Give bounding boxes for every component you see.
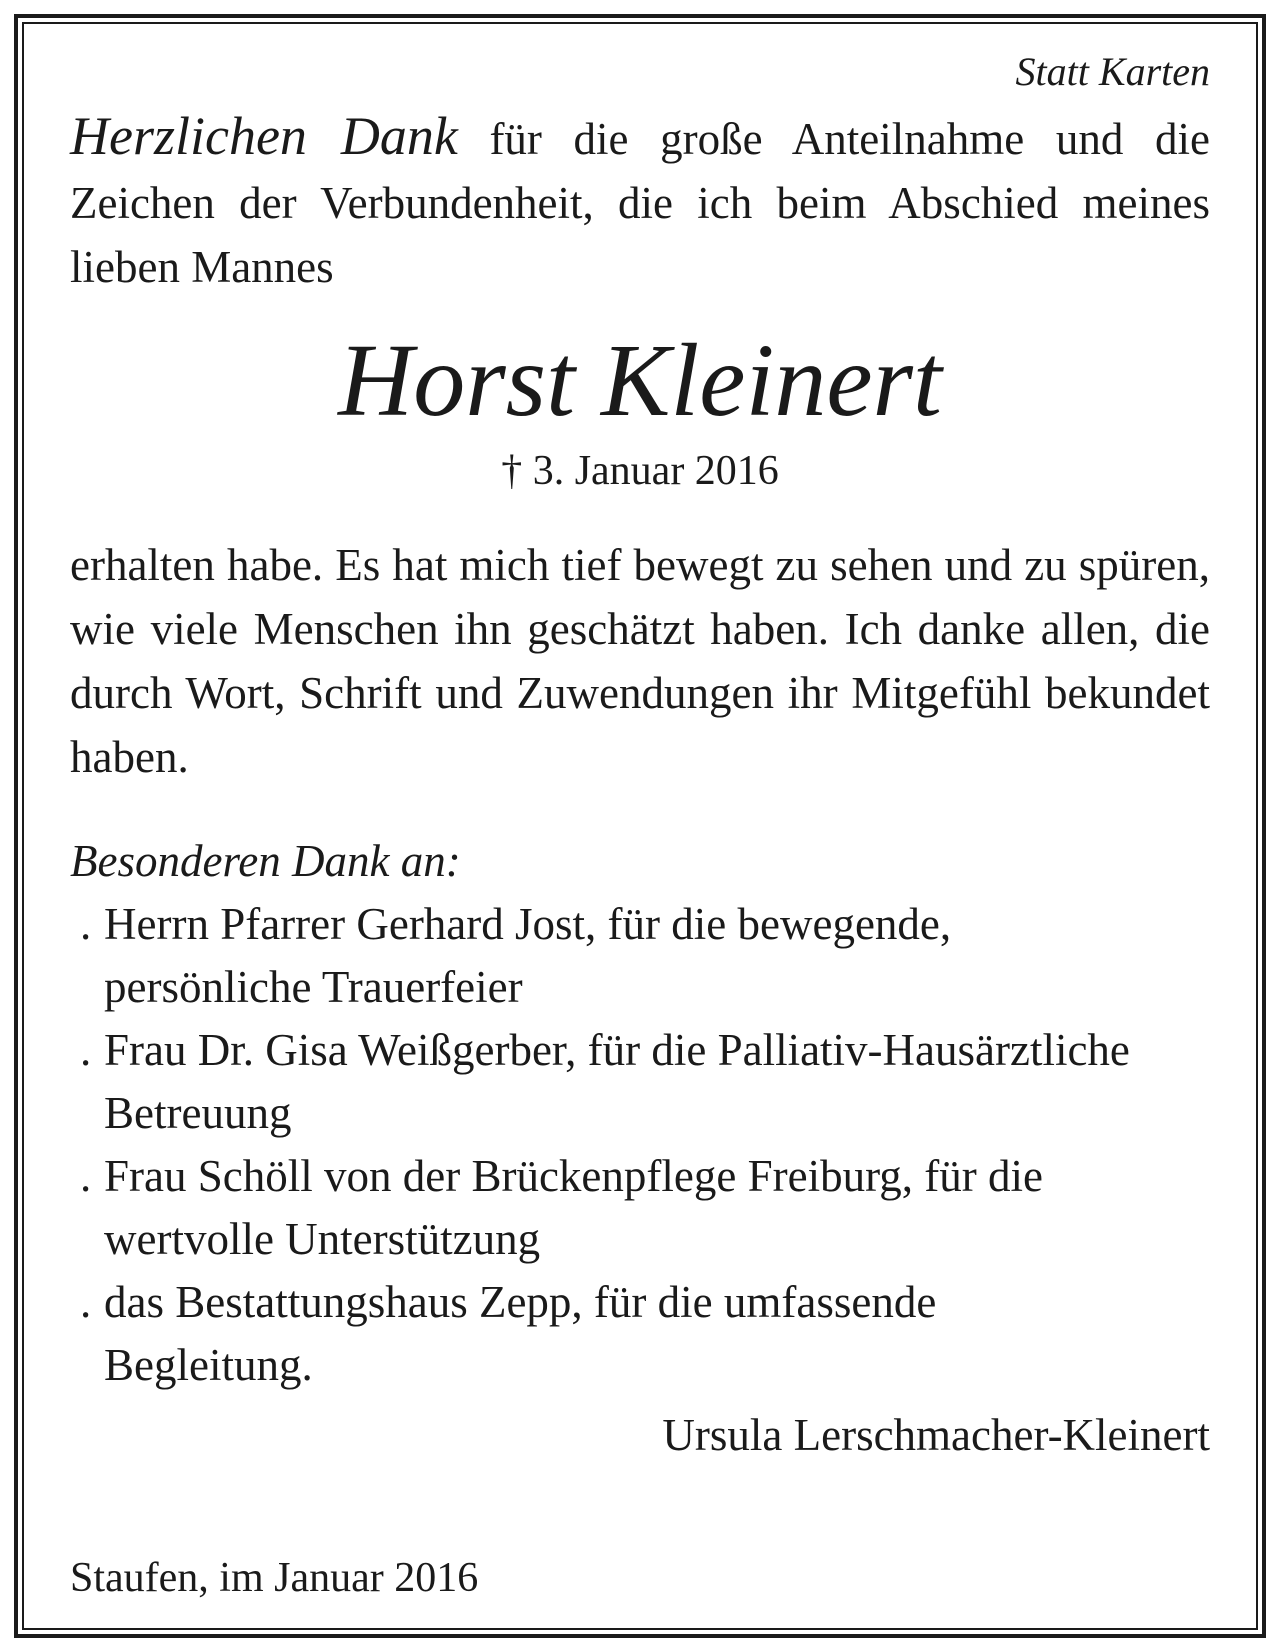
bullet-dot: . [80,899,92,949]
signature: Ursula Lerschmacher-Kleinert [662,1410,1210,1460]
thanks-list [70,893,1210,1397]
list-item [70,1145,1210,1271]
intro-paragraph [70,104,1210,299]
header-note: Statt Karten [1015,49,1210,94]
body-paragraph: erhalten habe. Es hat mich tief bewegt zu sehen und zu spüren, wie viele Menschen ihn geschätzt haben. Ich danke allen, die durch Wort, Schrift und Zuwendungen ihr Mitgefühl bekundet haben. [70,540,1210,782]
bullet-dot: . [80,1025,92,1075]
notice-content [70,44,1210,1467]
list-item [70,1271,1210,1397]
list-item-text: das Bestattungshaus Zepp, für die umfassende Begleitung. [104,1277,937,1390]
bullet-dot: . [80,1277,92,1327]
intro-text: für die große Anteilnahme und die Zeichen der Verbundenheit, die ich beim Abschied meines lieben Mannes [70,114,1210,292]
thanks-heading: Besonderen Dank an: [70,836,461,886]
list-item [70,893,1210,1019]
deceased-name: Horst Kleinert [338,323,942,438]
list-item-text: Frau Schöll von der Brückenpflege Freiburg, für die wertvolle Unterstützung [104,1151,1043,1264]
bullet-dot: . [80,1151,92,1201]
death-date: † 3. Januar 2016 [501,448,779,494]
list-item-text: Herrn Pfarrer Gerhard Jost, für die bewegende, persönliche Trauerfeier [104,899,952,1012]
list-item-text: Frau Dr. Gisa Weißgerber, für die Palliativ-Hausärztliche Betreuung [104,1025,1130,1138]
intro-lead: Herzlichen Dank [70,106,458,166]
place-date: Staufen, im Januar 2016 [70,1555,479,1601]
list-item [70,1019,1210,1145]
